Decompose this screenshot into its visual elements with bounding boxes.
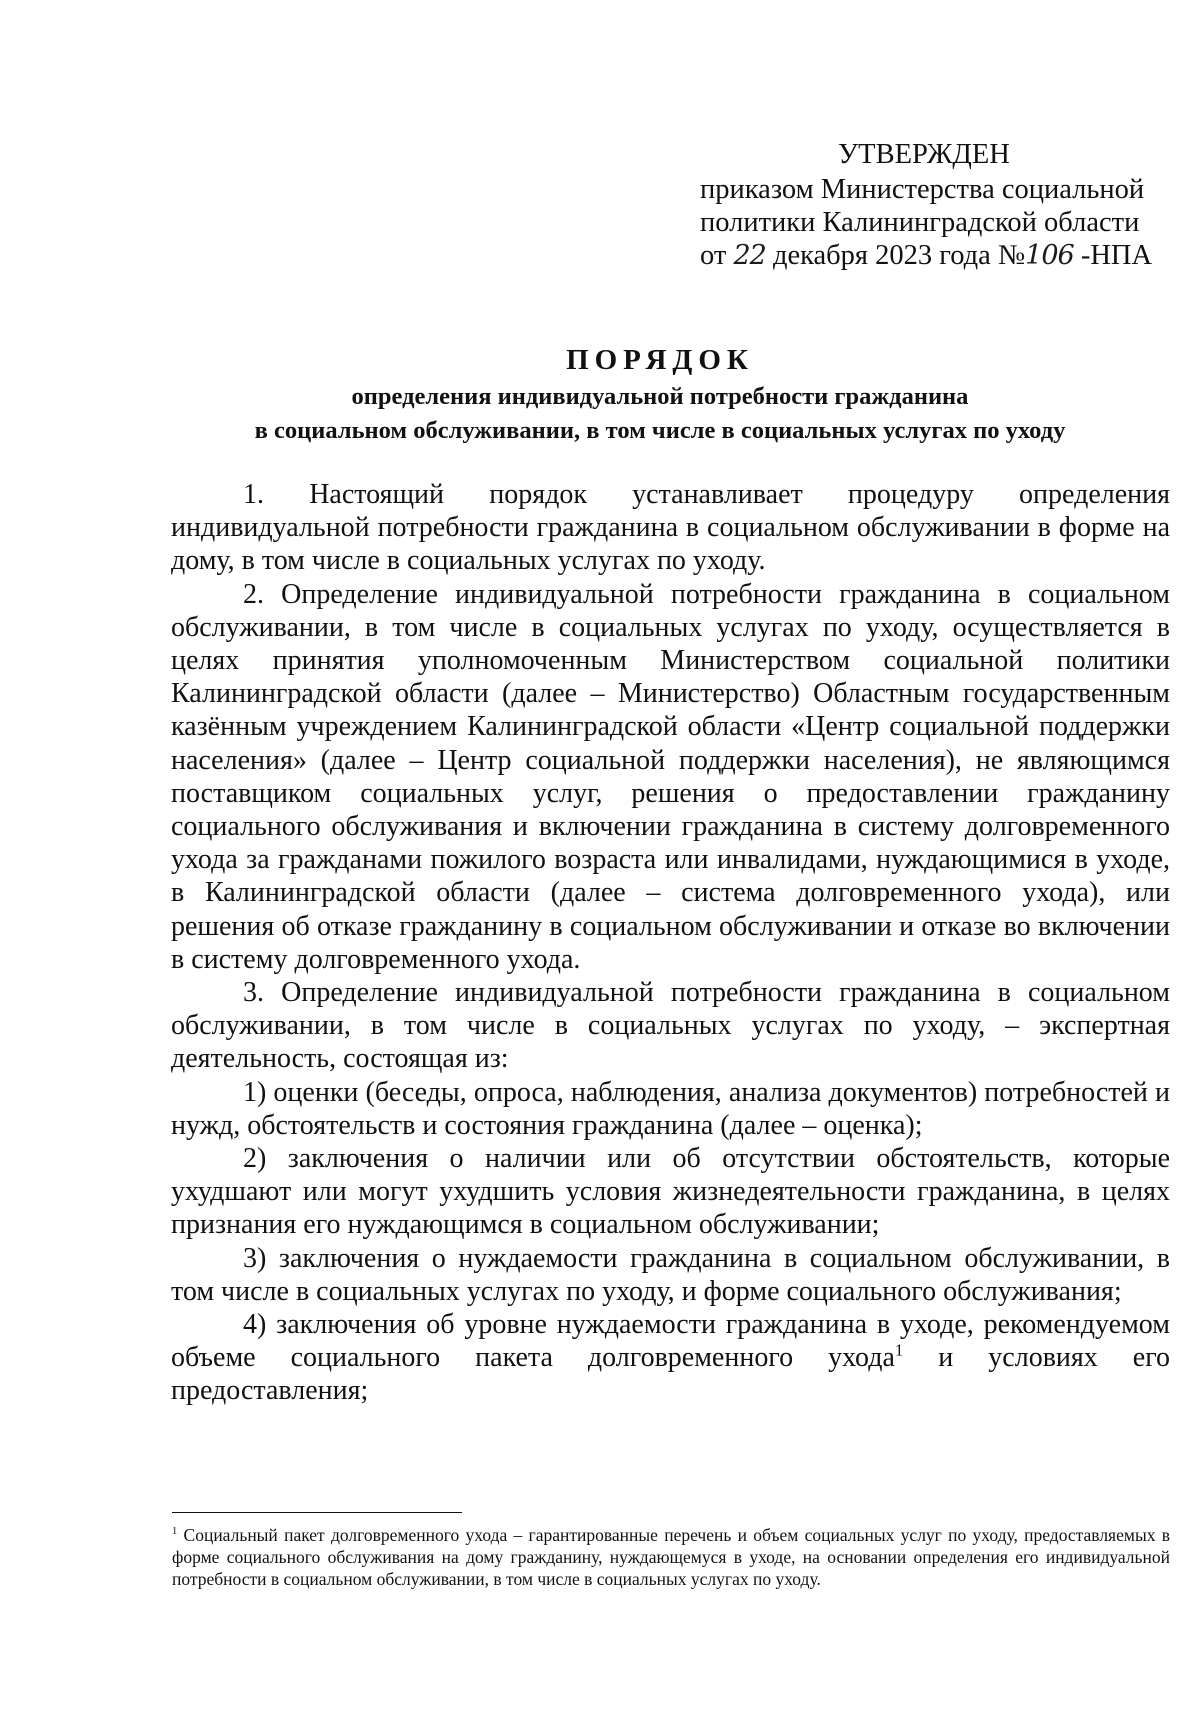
list-item-4-text: 4) заключения об уровне нуждаемости гражданина в уходе, рекомендуемом объеме социального пакета долговременного ухода: [171, 1309, 1170, 1374]
title-subtitle-line-1: определения индивидуальной потребности гражданина: [351, 383, 969, 410]
approval-heading: УТВЕРЖДЕН: [838, 139, 1010, 170]
approval-date-line: [700, 239, 1170, 272]
handwritten-day: 22: [733, 240, 766, 271]
approval-block: [700, 138, 1170, 272]
approval-line-2: политики Калининградской области: [700, 207, 1140, 238]
list-item-3: 3) заключения о нуждаемости гражданина в социальном обслуживании, в том числе в социальных услугах по уходу, и форме социального обслуживания;: [171, 1242, 1170, 1307]
list-item-1: 1) оценки (беседы, опроса, наблюдения, анализа документов) потребностей и нужд, обстоятельств и состояния гражданина (далее – оценка);: [171, 1076, 1170, 1141]
footnote: [172, 1524, 1170, 1590]
document-title: [150, 340, 1170, 448]
approval-line-1: приказом Министерства социальной: [700, 174, 1145, 205]
title-main: ПОРЯДОК: [566, 344, 754, 376]
footnote-reference: 1: [894, 1340, 904, 1360]
handwritten-number: 106: [1025, 240, 1074, 271]
footnote-text: Социальный пакет долговременного ухода – гарантированные перечень и объем социальных услуг по уходу, предоставляемых в форме социального обслуживания на дому гражданину, нуждающемуся в уходе, на основании определения его индивидуальной потребности в социальном обслуживании, в том числе в социальных услугах по уходу.: [172, 1525, 1170, 1589]
title-subtitle-line-2: в социальном обслуживании, в том числе в социальных услугах по уходу: [254, 417, 1066, 444]
date-suffix: -НПА: [1073, 240, 1153, 271]
paragraph-1: 1. Настоящий порядок устанавливает процедуру определения индивидуальной потребности гражданина в социальном обслуживании в форме на дому, в том числе в социальных услугах по уходу.: [171, 479, 1170, 577]
footnote-divider: [172, 1512, 462, 1513]
document-body: [171, 478, 1170, 1408]
list-item-4-tail: и условиях его предоставления;: [171, 1342, 1170, 1407]
footnote-mark: 1: [172, 1526, 178, 1538]
list-item-2: 2) заключения о наличии или об отсутствии обстоятельств, которые ухудшают или могут ухудшить условия жизнедеятельности гражданина, в целях признания его нуждающимся в социальном обслуживании;: [171, 1143, 1170, 1241]
paragraph-3: 3. Определение индивидуальной потребности гражданина в социальном обслуживании, в том числе в социальных услугах по уходу, – экспертная деятельность, состоящая из:: [171, 977, 1170, 1075]
date-prefix: от: [700, 240, 734, 271]
list-item-4: [171, 1308, 1170, 1408]
paragraph-2: 2. Определение индивидуальной потребности гражданина в социальном обслуживании, в том числе в социальных услугах по уходу, осуществляется в целях принятия уполномоченным Министерством социальной политики Калининградской области (далее – Министерство) Областным государственным казённым учреждением Калининградской области «Центр социальной поддержки населения» (далее – Центр социальной поддержки населения), не являющимся поставщиком социальных услуг, решения о предоставлении гражданину социального обслуживания и включении гражданина в систему долговременного ухода за гражданами пожилого возраста или инвалидами, нуждающимися в уходе, в Калининградской области (далее – система долговременного ухода), или решения об отказе гражданину в социальном обслуживании и отказе во включении в систему долговременного ухода.: [171, 578, 1170, 975]
date-middle: декабря 2023 года №: [765, 240, 1026, 271]
